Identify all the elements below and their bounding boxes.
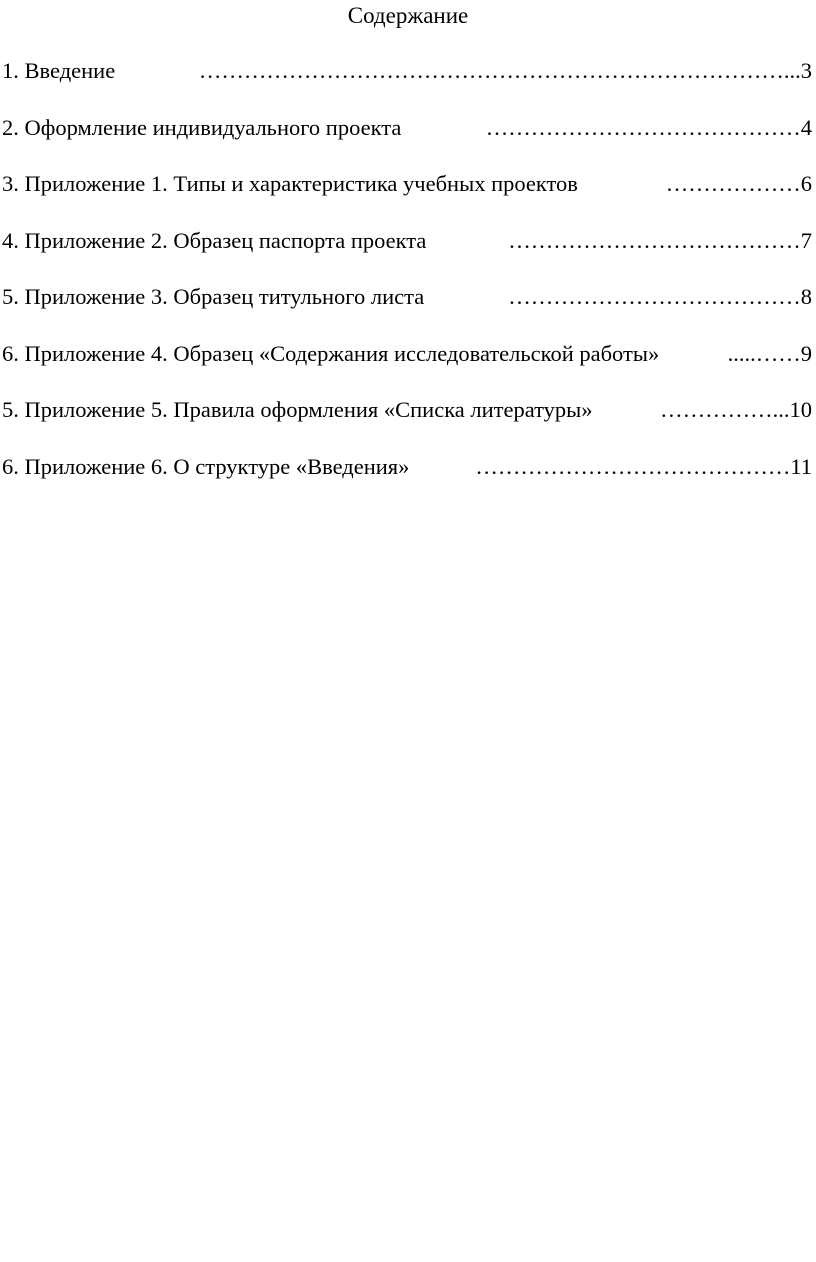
toc-entry-text: 5. Приложение 5. Правила оформления «Списка литературы» [2, 397, 593, 422]
toc-title: Содержание [347, 3, 469, 28]
toc-entry-text: 2. Оформление индивидуального проекта [2, 114, 402, 140]
toc-entry-text: 6. Приложение 4. Образец «Содержания исследовательской работы» [2, 340, 660, 366]
toc-entry-page-number: 4 [800, 114, 812, 140]
toc-entry-leader: ……………... [660, 397, 790, 422]
toc-list [2, 57, 812, 509]
toc-entry-leader: …………………………………… [485, 114, 801, 140]
toc-entry [2, 340, 812, 368]
toc-entry-page-number: 11 [790, 453, 812, 479]
toc-entry [2, 453, 812, 481]
toc-entry [2, 170, 812, 198]
toc-entry-leader: …………………………………… [475, 453, 791, 479]
toc-entry-leader: ………………………………… [508, 227, 801, 253]
toc-entry-leader: ………………………………… [508, 284, 801, 309]
toc-entry [2, 396, 812, 424]
toc-entry-page-number: 7 [800, 227, 812, 253]
toc-entry-page-number: 9 [800, 340, 812, 366]
toc-entry-text: 6. Приложение 6. О структуре «Введения» [2, 453, 410, 479]
toc-entry [2, 57, 812, 85]
toc-entry-leader: .....…… [727, 340, 801, 366]
toc-entry [2, 227, 812, 255]
toc-entry-text: 3. Приложение 1. Типы и характеристика учебных проектов [2, 171, 578, 196]
toc-entry [2, 283, 812, 311]
toc-entry-leader: ……………… [665, 171, 801, 196]
toc-entry-text: 4. Приложение 2. Образец паспорта проекта [2, 227, 427, 253]
toc-entry-page-number: 6 [800, 171, 812, 196]
toc-entry-text: 5. Приложение 3. Образец титульного листа [2, 284, 425, 309]
toc-entry-leader: ……………………………………………………………………... [198, 58, 801, 83]
toc-entry-page-number: 10 [789, 397, 812, 422]
toc-entry-text: 1. Введение [2, 58, 116, 83]
toc-entry [2, 114, 812, 142]
toc-entry-page-number: 3 [800, 58, 812, 83]
toc-entry-page-number: 8 [800, 284, 812, 309]
